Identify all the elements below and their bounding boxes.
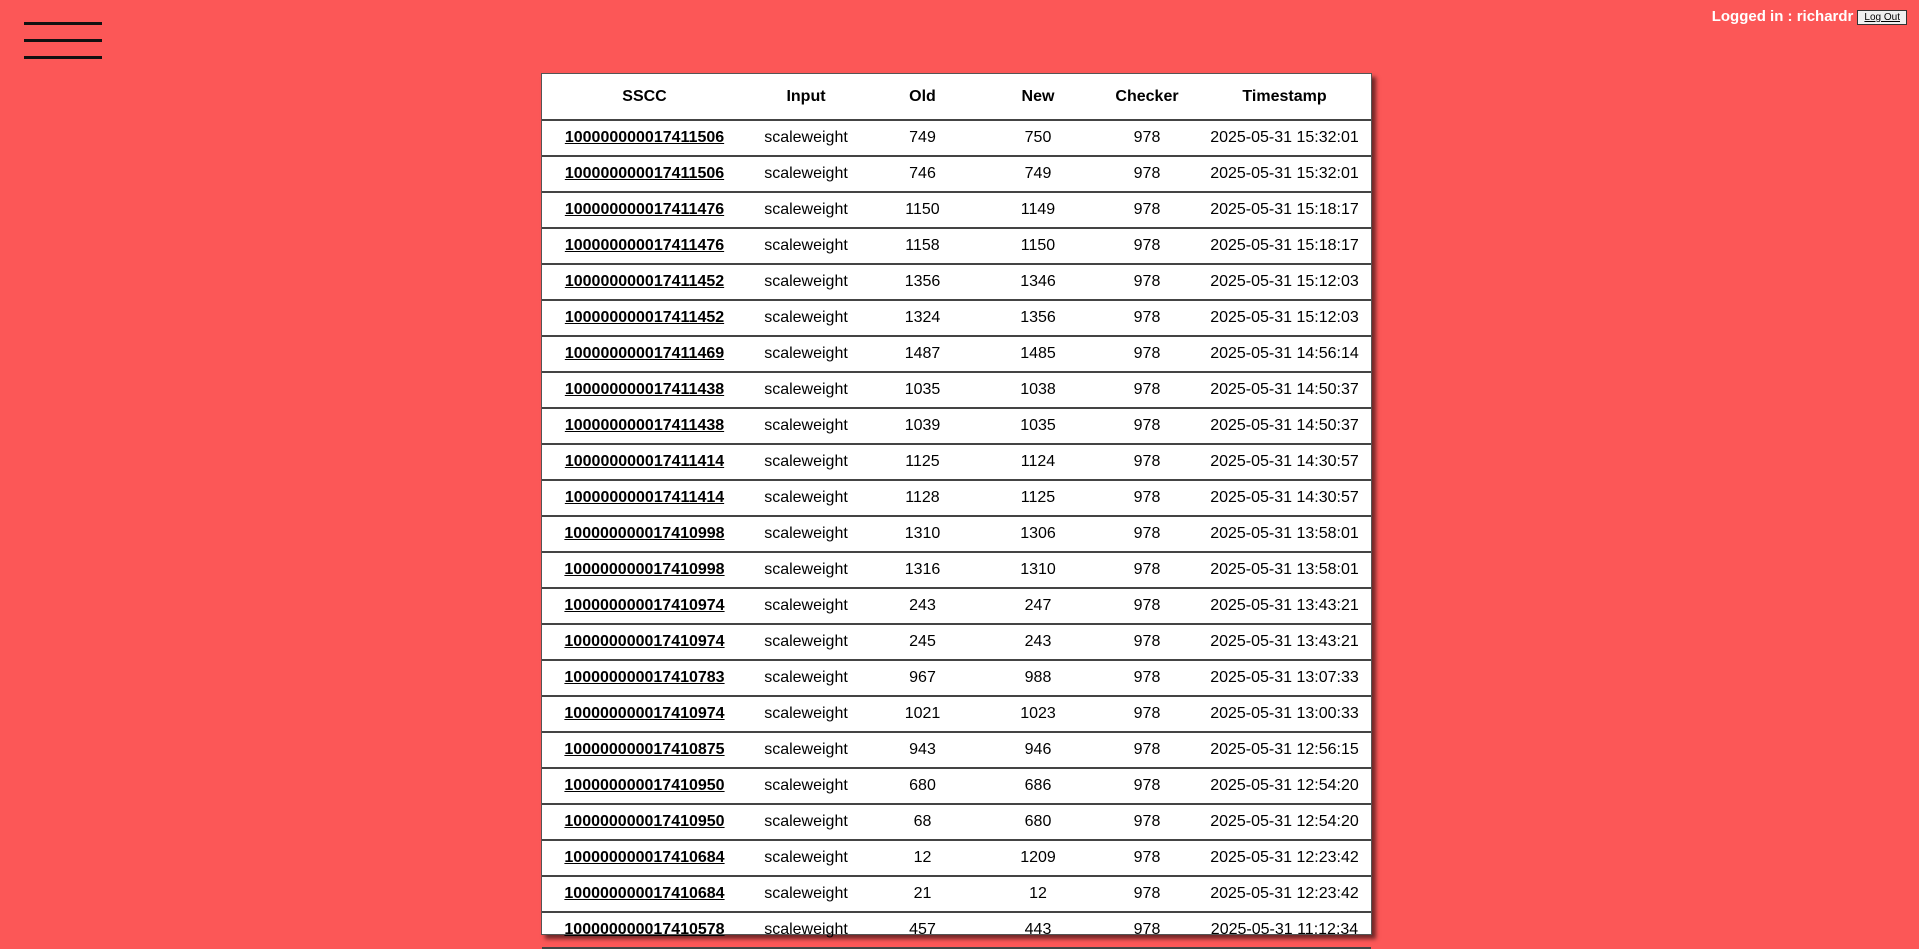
old-value-cell: 1039	[865, 408, 980, 444]
old-value-cell: 1158	[865, 228, 980, 264]
checker-cell: 978	[1096, 732, 1198, 768]
input-cell: scaleweight	[747, 588, 865, 624]
old-value-cell: 1035	[865, 372, 980, 408]
input-cell: scaleweight	[747, 336, 865, 372]
checker-cell: 978	[1096, 624, 1198, 660]
input-cell: scaleweight	[747, 516, 865, 552]
table-header-row	[542, 74, 1371, 120]
timestamp-cell: 2025-05-31 15:12:03	[1198, 300, 1371, 336]
sscc-link[interactable]: 100000000017411452	[564, 309, 725, 326]
table-row	[542, 840, 1371, 876]
sscc-link[interactable]: 100000000017410684	[564, 885, 725, 902]
sscc-cell	[542, 660, 747, 696]
sscc-cell	[542, 120, 747, 156]
menu-button[interactable]	[24, 22, 102, 60]
table-body	[542, 120, 1371, 948]
old-value-cell: 1128	[865, 480, 980, 516]
checker-cell: 978	[1096, 192, 1198, 228]
sscc-link[interactable]: 100000000017411506	[564, 165, 725, 182]
table-row	[542, 660, 1371, 696]
sscc-link[interactable]: 100000000017410684	[564, 849, 725, 866]
weight-change-table	[542, 74, 1371, 949]
new-value-cell: 749	[980, 156, 1096, 192]
new-value-cell: 443	[980, 912, 1096, 948]
new-value-cell: 1306	[980, 516, 1096, 552]
login-area	[1712, 8, 1907, 25]
old-value-cell: 1316	[865, 552, 980, 588]
sscc-link[interactable]: 100000000017411414	[564, 489, 725, 506]
new-value-cell: 1356	[980, 300, 1096, 336]
column-header-old: Old	[865, 74, 980, 120]
checker-cell: 978	[1096, 228, 1198, 264]
table-row	[542, 516, 1371, 552]
new-value-cell: 946	[980, 732, 1096, 768]
sscc-link[interactable]: 100000000017411476	[564, 201, 725, 218]
sscc-link[interactable]: 100000000017411438	[564, 381, 725, 398]
sscc-cell	[542, 804, 747, 840]
table-row	[542, 696, 1371, 732]
sscc-link[interactable]: 100000000017410998	[564, 525, 725, 542]
new-value-cell: 680	[980, 804, 1096, 840]
old-value-cell: 943	[865, 732, 980, 768]
timestamp-cell: 2025-05-31 15:18:17	[1198, 228, 1371, 264]
timestamp-cell: 2025-05-31 15:32:01	[1198, 120, 1371, 156]
sscc-link[interactable]: 100000000017410950	[564, 813, 725, 830]
input-cell: scaleweight	[747, 228, 865, 264]
sscc-cell	[542, 264, 747, 300]
checker-cell: 978	[1096, 120, 1198, 156]
input-cell: scaleweight	[747, 912, 865, 948]
timestamp-cell: 2025-05-31 13:43:21	[1198, 624, 1371, 660]
timestamp-cell: 2025-05-31 12:54:20	[1198, 804, 1371, 840]
old-value-cell: 1324	[865, 300, 980, 336]
table-row	[542, 444, 1371, 480]
input-cell: scaleweight	[747, 444, 865, 480]
sscc-cell	[542, 480, 747, 516]
input-cell: scaleweight	[747, 300, 865, 336]
checker-cell: 978	[1096, 372, 1198, 408]
new-value-cell: 1125	[980, 480, 1096, 516]
timestamp-cell: 2025-05-31 13:58:01	[1198, 516, 1371, 552]
new-value-cell: 1149	[980, 192, 1096, 228]
input-cell: scaleweight	[747, 732, 865, 768]
checker-cell: 978	[1096, 156, 1198, 192]
weight-change-table-container	[541, 73, 1372, 938]
column-header-new: New	[980, 74, 1096, 120]
timestamp-cell: 2025-05-31 13:00:33	[1198, 696, 1371, 732]
hamburger-menu-icon-bar-bottom	[24, 56, 102, 59]
old-value-cell: 1487	[865, 336, 980, 372]
hamburger-menu-icon-bar-middle	[24, 39, 102, 42]
old-value-cell: 12	[865, 840, 980, 876]
sscc-link[interactable]: 100000000017410783	[564, 669, 725, 686]
sscc-cell	[542, 876, 747, 912]
sscc-link[interactable]: 100000000017410974	[564, 633, 725, 650]
sscc-cell	[542, 372, 747, 408]
input-cell: scaleweight	[747, 120, 865, 156]
sscc-link[interactable]: 100000000017411414	[564, 453, 725, 470]
timestamp-cell: 2025-05-31 14:50:37	[1198, 372, 1371, 408]
sscc-link[interactable]: 100000000017411506	[564, 129, 725, 146]
table-row	[542, 408, 1371, 444]
input-cell: scaleweight	[747, 696, 865, 732]
table-row	[542, 120, 1371, 156]
new-value-cell: 1310	[980, 552, 1096, 588]
input-cell: scaleweight	[747, 552, 865, 588]
table-row	[542, 228, 1371, 264]
table-row	[542, 372, 1371, 408]
sscc-cell	[542, 300, 747, 336]
input-cell: scaleweight	[747, 840, 865, 876]
input-cell: scaleweight	[747, 156, 865, 192]
timestamp-cell: 2025-05-31 11:12:34	[1198, 912, 1371, 948]
sscc-link[interactable]: 100000000017411469	[564, 345, 725, 362]
old-value-cell: 1125	[865, 444, 980, 480]
old-value-cell: 749	[865, 120, 980, 156]
new-value-cell: 1485	[980, 336, 1096, 372]
timestamp-cell: 2025-05-31 14:30:57	[1198, 480, 1371, 516]
logout-button[interactable]: Log Out	[1857, 10, 1907, 25]
checker-cell: 978	[1096, 696, 1198, 732]
sscc-cell	[542, 732, 747, 768]
timestamp-cell: 2025-05-31 13:07:33	[1198, 660, 1371, 696]
hamburger-menu-icon	[24, 22, 102, 25]
old-value-cell: 1150	[865, 192, 980, 228]
new-value-cell: 1209	[980, 840, 1096, 876]
old-value-cell: 1356	[865, 264, 980, 300]
input-cell: scaleweight	[747, 408, 865, 444]
input-cell: scaleweight	[747, 192, 865, 228]
new-value-cell: 988	[980, 660, 1096, 696]
table-row	[542, 588, 1371, 624]
checker-cell: 978	[1096, 660, 1198, 696]
old-value-cell: 68	[865, 804, 980, 840]
new-value-cell: 1038	[980, 372, 1096, 408]
sscc-cell	[542, 840, 747, 876]
new-value-cell: 243	[980, 624, 1096, 660]
sscc-link[interactable]: 100000000017410875	[564, 741, 725, 758]
sscc-cell	[542, 588, 747, 624]
new-value-cell: 247	[980, 588, 1096, 624]
column-header-timestamp: Timestamp	[1198, 74, 1371, 120]
sscc-cell	[542, 156, 747, 192]
table-row	[542, 300, 1371, 336]
timestamp-cell: 2025-05-31 12:56:15	[1198, 732, 1371, 768]
sscc-cell	[542, 336, 747, 372]
sscc-cell	[542, 624, 747, 660]
new-value-cell: 750	[980, 120, 1096, 156]
checker-cell: 978	[1096, 336, 1198, 372]
table-row	[542, 192, 1371, 228]
input-cell: scaleweight	[747, 624, 865, 660]
old-value-cell: 967	[865, 660, 980, 696]
new-value-cell: 1035	[980, 408, 1096, 444]
checker-cell: 978	[1096, 876, 1198, 912]
checker-cell: 978	[1096, 804, 1198, 840]
checker-cell: 978	[1096, 444, 1198, 480]
column-header-sscc: SSCC	[542, 74, 747, 120]
table-row	[542, 480, 1371, 516]
table-row	[542, 552, 1371, 588]
new-value-cell: 1124	[980, 444, 1096, 480]
sscc-cell	[542, 516, 747, 552]
table-row	[542, 768, 1371, 804]
timestamp-cell: 2025-05-31 15:12:03	[1198, 264, 1371, 300]
timestamp-cell: 2025-05-31 12:54:20	[1198, 768, 1371, 804]
table-header	[542, 74, 1371, 120]
table-row	[542, 804, 1371, 840]
checker-cell: 978	[1096, 408, 1198, 444]
column-header-input: Input	[747, 74, 865, 120]
sscc-link[interactable]: 100000000017410974	[564, 705, 725, 722]
old-value-cell: 680	[865, 768, 980, 804]
sscc-link[interactable]: 100000000017411438	[564, 417, 725, 434]
table-row	[542, 732, 1371, 768]
old-value-cell: 21	[865, 876, 980, 912]
checker-cell: 978	[1096, 552, 1198, 588]
login-status-text: Logged in : richardr	[1711, 8, 1854, 25]
table-row	[542, 336, 1371, 372]
input-cell: scaleweight	[747, 660, 865, 696]
input-cell: scaleweight	[747, 264, 865, 300]
input-cell: scaleweight	[747, 804, 865, 840]
sscc-link[interactable]: 100000000017410998	[564, 561, 725, 578]
table-row	[542, 156, 1371, 192]
sscc-cell	[542, 192, 747, 228]
timestamp-cell: 2025-05-31 15:32:01	[1198, 156, 1371, 192]
table-row	[542, 912, 1371, 948]
sscc-cell	[542, 444, 747, 480]
timestamp-cell: 2025-05-31 13:43:21	[1198, 588, 1371, 624]
checker-cell: 978	[1096, 768, 1198, 804]
sscc-cell	[542, 912, 747, 948]
sscc-cell	[542, 228, 747, 264]
timestamp-cell: 2025-05-31 14:56:14	[1198, 336, 1371, 372]
old-value-cell: 245	[865, 624, 980, 660]
old-value-cell: 457	[865, 912, 980, 948]
input-cell: scaleweight	[747, 768, 865, 804]
old-value-cell: 1310	[865, 516, 980, 552]
table-row	[542, 624, 1371, 660]
timestamp-cell: 2025-05-31 14:50:37	[1198, 408, 1371, 444]
new-value-cell: 1150	[980, 228, 1096, 264]
timestamp-cell: 2025-05-31 13:58:01	[1198, 552, 1371, 588]
timestamp-cell: 2025-05-31 12:23:42	[1198, 840, 1371, 876]
timestamp-cell: 2025-05-31 14:30:57	[1198, 444, 1371, 480]
input-cell: scaleweight	[747, 876, 865, 912]
new-value-cell: 12	[980, 876, 1096, 912]
new-value-cell: 686	[980, 768, 1096, 804]
checker-cell: 978	[1096, 912, 1198, 948]
old-value-cell: 746	[865, 156, 980, 192]
input-cell: scaleweight	[747, 480, 865, 516]
old-value-cell: 1021	[865, 696, 980, 732]
table-row	[542, 876, 1371, 912]
checker-cell: 978	[1096, 516, 1198, 552]
sscc-cell	[542, 408, 747, 444]
table-row	[542, 264, 1371, 300]
column-header-checker: Checker	[1096, 74, 1198, 120]
sscc-cell	[542, 768, 747, 804]
new-value-cell: 1346	[980, 264, 1096, 300]
sscc-link[interactable]: 100000000017411452	[564, 273, 725, 290]
timestamp-cell: 2025-05-31 15:18:17	[1198, 192, 1371, 228]
timestamp-cell: 2025-05-31 12:23:42	[1198, 876, 1371, 912]
sscc-cell	[542, 552, 747, 588]
sscc-link[interactable]: 100000000017411476	[564, 237, 725, 254]
new-value-cell: 1023	[980, 696, 1096, 732]
old-value-cell: 243	[865, 588, 980, 624]
sscc-link[interactable]: 100000000017410578	[564, 921, 725, 938]
sscc-link[interactable]: 100000000017410950	[564, 777, 725, 794]
checker-cell: 978	[1096, 840, 1198, 876]
checker-cell: 978	[1096, 264, 1198, 300]
input-cell: scaleweight	[747, 372, 865, 408]
checker-cell: 978	[1096, 300, 1198, 336]
checker-cell: 978	[1096, 480, 1198, 516]
checker-cell: 978	[1096, 588, 1198, 624]
sscc-cell	[542, 696, 747, 732]
sscc-link[interactable]: 100000000017410974	[564, 597, 725, 614]
